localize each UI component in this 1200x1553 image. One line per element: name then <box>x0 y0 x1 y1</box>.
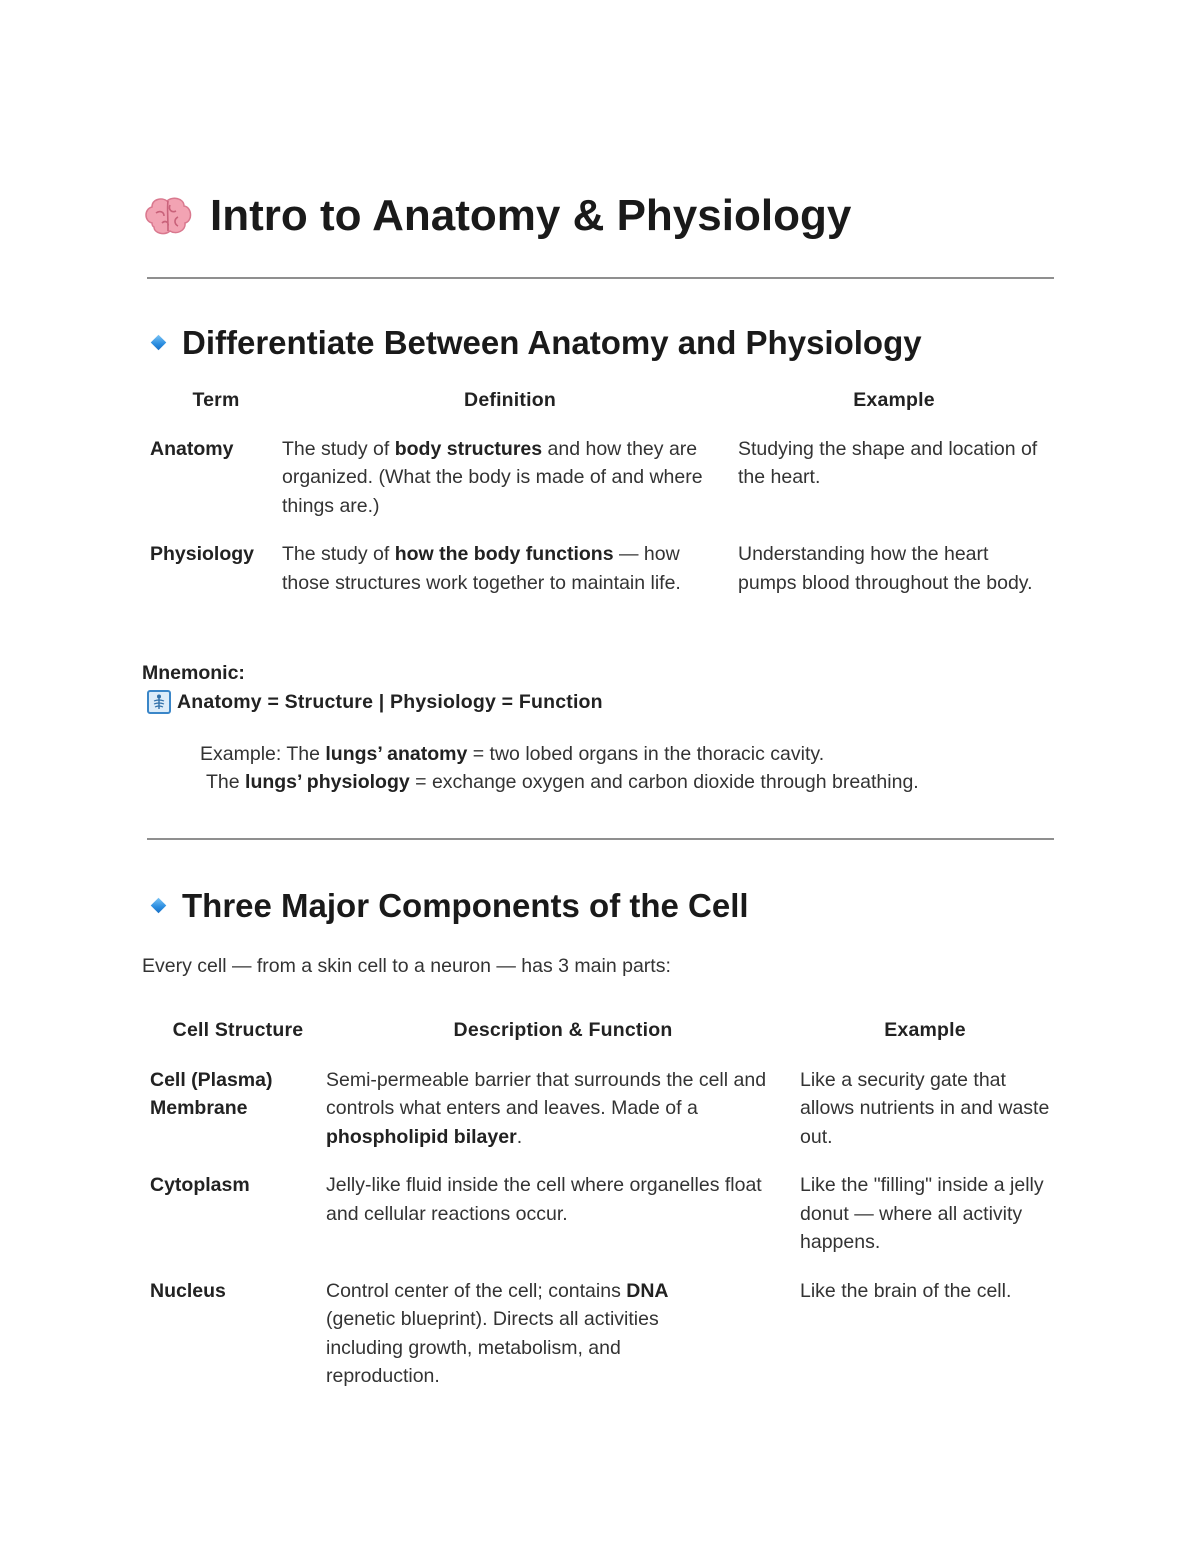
example-cell: Like the brain of the cell. <box>800 1279 1012 1302</box>
horizontal-divider <box>147 838 1054 840</box>
example-cell: Studying the shape and location of the heart. <box>738 437 1038 488</box>
column-header-example: Example <box>884 1019 966 1041</box>
definition-cell: The study of body structures and how they are organized. (What the body is made of and where things are.) <box>282 437 703 517</box>
page-title <box>142 186 851 246</box>
term-cell: Anatomy <box>150 437 234 460</box>
definition-cell: The study of how the body functions — how those structures work together to maintain life. <box>282 543 681 594</box>
brain-icon <box>142 193 194 239</box>
description-cell: Jelly-like fluid inside the cell where organelles float and cellular reactions occur. <box>326 1174 762 1225</box>
blue-diamond-icon <box>150 334 168 352</box>
mnemonic-text: Anatomy = Structure | Physiology = Function <box>177 690 603 713</box>
term-cell: Cell (Plasma) Membrane <box>150 1068 273 1119</box>
mnemonic-line <box>147 690 603 714</box>
section-heading-text: Differentiate Between Anatomy and Physiology <box>182 324 922 361</box>
section-intro-text: Every cell — from a skin cell to a neuron — has 3 main parts: <box>142 955 671 977</box>
section-heading-anatomy-physiology <box>150 320 922 366</box>
table-header-row <box>150 1016 1050 1045</box>
table-row-physiology <box>150 540 1050 597</box>
blue-diamond-icon <box>150 897 168 915</box>
column-header-example: Example <box>853 389 935 411</box>
mnemonic-label: Mnemonic: <box>142 662 245 684</box>
table-row-anatomy <box>150 435 1050 521</box>
section-heading-cell-components <box>150 883 749 929</box>
term-cell: Cytoplasm <box>150 1174 250 1196</box>
column-header-description: Description & Function <box>453 1019 673 1041</box>
example-cell: Like the "filling" inside a jelly donut — where all activity happens. <box>800 1174 1044 1253</box>
page-title-text: Intro to Anatomy & Physiology <box>210 191 852 240</box>
x-ray-icon <box>147 690 171 714</box>
column-header-term: Term <box>192 389 240 411</box>
term-cell: Physiology <box>150 543 255 565</box>
horizontal-divider <box>147 277 1054 279</box>
description-cell: Semi-permeable barrier that surrounds the cell and controls what enters and leaves. Made of a phospholipid bilayer. <box>326 1068 767 1148</box>
column-header-definition: Definition <box>464 389 556 411</box>
term-cell: Nucleus <box>150 1279 226 1302</box>
table-row-cell-membrane <box>150 1066 1050 1152</box>
table-header-row <box>150 386 1050 415</box>
description-cell: Control center of the cell; contains DNA (genetic blueprint). Directs all activities including growth, metabolism, and reproduction. <box>326 1279 669 1387</box>
example-lungs-physiology: The lungs’ physiology = exchange oxygen and carbon dioxide through breathing. <box>206 771 919 793</box>
anatomy-physiology-table <box>150 386 1050 597</box>
example-lungs-anatomy: Example: The lungs’ anatomy = two lobed organs in the thoracic cavity. <box>200 743 825 765</box>
example-cell: Like a security gate that allows nutrients in and waste out. <box>800 1068 1050 1148</box>
cell-components-table <box>150 1016 1050 1391</box>
column-header-cell-structure: Cell Structure <box>172 1019 304 1041</box>
section-heading-text: Three Major Components of the Cell <box>182 887 749 924</box>
table-row-cytoplasm <box>150 1171 1050 1257</box>
table-row-nucleus <box>150 1277 1050 1391</box>
example-cell: Understanding how the heart pumps blood throughout the body. <box>738 543 1033 594</box>
